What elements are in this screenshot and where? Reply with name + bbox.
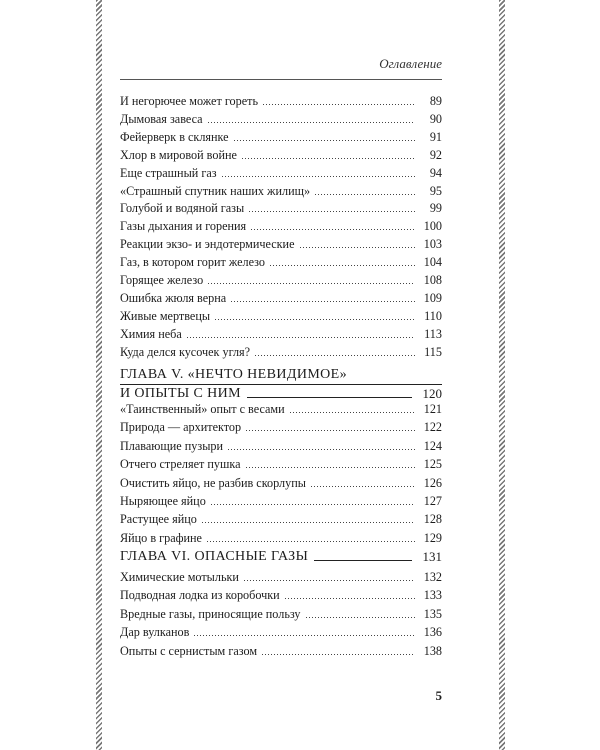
toc-entry-page-number: 91 [429, 129, 442, 144]
toc-entry [120, 623, 442, 639]
toc-entry-page-number: 109 [423, 290, 442, 305]
toc-entry [120, 253, 442, 269]
toc-entry-leader-dots [315, 194, 415, 195]
toc-entry-page-number: 127 [423, 494, 442, 508]
toc-entry-title: Химия неба [120, 326, 182, 341]
toc-entry [120, 400, 442, 416]
toc-entry-leader-dots [262, 654, 415, 655]
toc-entry-leader-dots [242, 158, 415, 159]
toc-entry-leader-dots [263, 104, 415, 105]
toc-entry-title: «Страшный спутник наших жилищ» [120, 183, 311, 198]
toc-entry [120, 289, 442, 305]
toc-entry-page-number: 94 [429, 165, 442, 180]
toc-entry-title: Голубой и водяной газы [120, 201, 245, 216]
chapter-5-title-line2: И ОПЫТЫ С НИМ [120, 386, 242, 401]
toc-entry-page-number: 104 [423, 255, 442, 270]
toc-entry-page-number: 110 [424, 308, 442, 323]
toc-entry [120, 110, 442, 126]
toc-entry [120, 92, 442, 108]
toc-entry [120, 492, 442, 508]
toc-entry-title: Ныряющее яйцо [120, 494, 206, 508]
toc-entry-page-number: 121 [423, 402, 442, 416]
toc-entry-title: Растущее яйцо [120, 512, 197, 527]
toc-entry-title: Газы дыхания и горения [120, 219, 247, 234]
toc-entry-page-number: 113 [424, 326, 442, 341]
toc-entry-leader-dots [306, 617, 415, 618]
toc-entry-title: Еще страшный газ [120, 165, 217, 180]
toc-entry [120, 568, 442, 584]
toc-entry-page-number: 136 [423, 625, 442, 640]
toc-entry-leader-dots [246, 467, 415, 468]
toc-entry-leader-dots [187, 337, 415, 338]
toc-entry-leader-dots [311, 486, 415, 487]
toc-entry [120, 325, 442, 341]
decorative-border-left [96, 0, 102, 750]
toc-entry-leader-dots [255, 355, 415, 356]
running-head: Оглавление [379, 56, 442, 71]
toc-entry-title: Горящее железо [120, 273, 204, 287]
toc-entry-page-number: 95 [429, 183, 442, 198]
toc-entry-title: Куда делся кусочек угля? [120, 344, 251, 359]
toc-entry-title: Вредные газы, приносящие пользу [120, 606, 301, 621]
toc-entry-title: Очистить яйцо, не разбив скорлупы [120, 475, 306, 490]
toc-entry [120, 235, 442, 251]
toc-entry-title: Живые мертвецы [120, 308, 211, 323]
toc-entry-leader-dots [208, 122, 415, 123]
toc-entry-leader-dots [202, 522, 415, 523]
toc-entry [120, 586, 442, 602]
toc-entry-leader-dots [207, 541, 415, 542]
toc-entry [120, 307, 442, 323]
toc-entry-page-number: 124 [423, 438, 442, 453]
toc-entry-title: Реакции экзо- и эндотермические [120, 237, 295, 252]
toc-entry-page-number: 99 [429, 201, 442, 216]
toc-entry [120, 146, 442, 162]
toc-entry [120, 343, 442, 359]
toc-entry-page-number: 115 [424, 344, 442, 359]
toc-entry-leader-dots [251, 229, 415, 230]
toc-entry [120, 164, 442, 180]
chapter-5-title-line1: ГЛАВА V. «НЕЧТО НЕВИДИМОЕ» [120, 367, 348, 382]
toc-entry-page-number: 135 [423, 606, 442, 621]
toc-entry-leader-dots [211, 504, 415, 505]
toc-entry-title: Ошибка жюля верна [120, 290, 227, 305]
toc-entry-title: Природа — архитектор [120, 420, 242, 435]
toc-entry [120, 418, 442, 434]
chapter-6-heading [120, 548, 442, 565]
toc-entry-page-number: 90 [429, 111, 442, 126]
toc-entry-title: Хлор в мировой войне [120, 147, 237, 162]
header-rule [120, 79, 442, 80]
toc-entry [120, 217, 442, 233]
toc-entry-title: Яйцо в графине [120, 530, 202, 545]
decorative-border-right [499, 0, 505, 750]
toc-entry [120, 510, 442, 526]
toc-entry [120, 642, 442, 658]
toc-entry-page-number: 103 [423, 237, 442, 252]
toc-entry [120, 529, 442, 545]
toc-entry-title: Подводная лодка из коробочки [120, 588, 280, 603]
toc-entry-leader-dots [194, 635, 415, 636]
toc-entry-leader-dots [234, 140, 415, 141]
toc-entry-page-number: 138 [423, 643, 442, 658]
toc-entry-leader-dots [244, 580, 415, 581]
toc-entry-leader-dots [285, 598, 415, 599]
toc-entry-leader-dots [228, 449, 415, 450]
toc-entry-leader-dots [222, 176, 415, 177]
toc-entry-title: И негорючее может гореть [120, 94, 259, 108]
toc-entry-page-number: 128 [423, 512, 442, 527]
toc-entry [120, 182, 442, 198]
toc-entry-page-number: 133 [423, 588, 442, 603]
toc-entry [120, 128, 442, 144]
chapter-6-page-number: 131 [422, 549, 442, 564]
toc-entry-leader-dots [208, 283, 415, 284]
page-number: 5 [435, 688, 442, 703]
toc-entry-title: Химические мотыльки [120, 570, 239, 584]
toc-entry-title: Плавающие пузыри [120, 438, 223, 453]
chapter-5-heading [120, 366, 442, 402]
toc-entry [120, 605, 442, 621]
chapter-5-leader-line [247, 397, 412, 398]
toc-entry-leader-dots [270, 265, 415, 266]
toc-entry-leader-dots [246, 430, 415, 431]
toc-entry-page-number: 108 [423, 273, 442, 287]
toc-entry-page-number: 100 [423, 219, 442, 234]
toc-entry-title: Газ, в котором горит железо [120, 255, 265, 270]
toc-entry-title: «Таинственный» опыт с весами [120, 402, 285, 416]
toc-entry-page-number: 89 [429, 94, 442, 108]
chapter-5-page-number: 120 [422, 386, 442, 401]
toc-entry-leader-dots [290, 412, 415, 413]
toc-entry [120, 271, 442, 287]
toc-entry [120, 437, 442, 453]
toc-entry-page-number: 125 [423, 457, 442, 472]
toc-entry-leader-dots [231, 301, 415, 302]
toc-entry-page-number: 126 [423, 475, 442, 490]
chapter-6-leader-line [314, 560, 412, 561]
toc-entry-leader-dots [300, 247, 416, 248]
toc-entry-page-number: 122 [423, 420, 442, 435]
toc-entry-page-number: 129 [423, 530, 442, 545]
toc-entry-title: Дымовая завеса [120, 111, 203, 126]
toc-entry-title: Опыты с сернистым газом [120, 643, 258, 658]
toc-entry [120, 474, 442, 490]
toc-entry [120, 199, 442, 215]
toc-entry-title: Отчего стреляет пушка [120, 457, 241, 472]
toc-entry-leader-dots [215, 319, 415, 320]
chapter-6-title: ГЛАВА VI. ОПАСНЫЕ ГАЗЫ [120, 549, 309, 564]
toc-entry-page-number: 132 [423, 570, 442, 584]
toc-entry-leader-dots [249, 211, 415, 212]
toc-entry-title: Фейерверк в склянке [120, 129, 229, 144]
toc-entry-title: Дар вулканов [120, 625, 190, 640]
toc-entry-page-number: 92 [429, 147, 442, 162]
toc-entry [120, 455, 442, 471]
toc-page [120, 0, 442, 750]
